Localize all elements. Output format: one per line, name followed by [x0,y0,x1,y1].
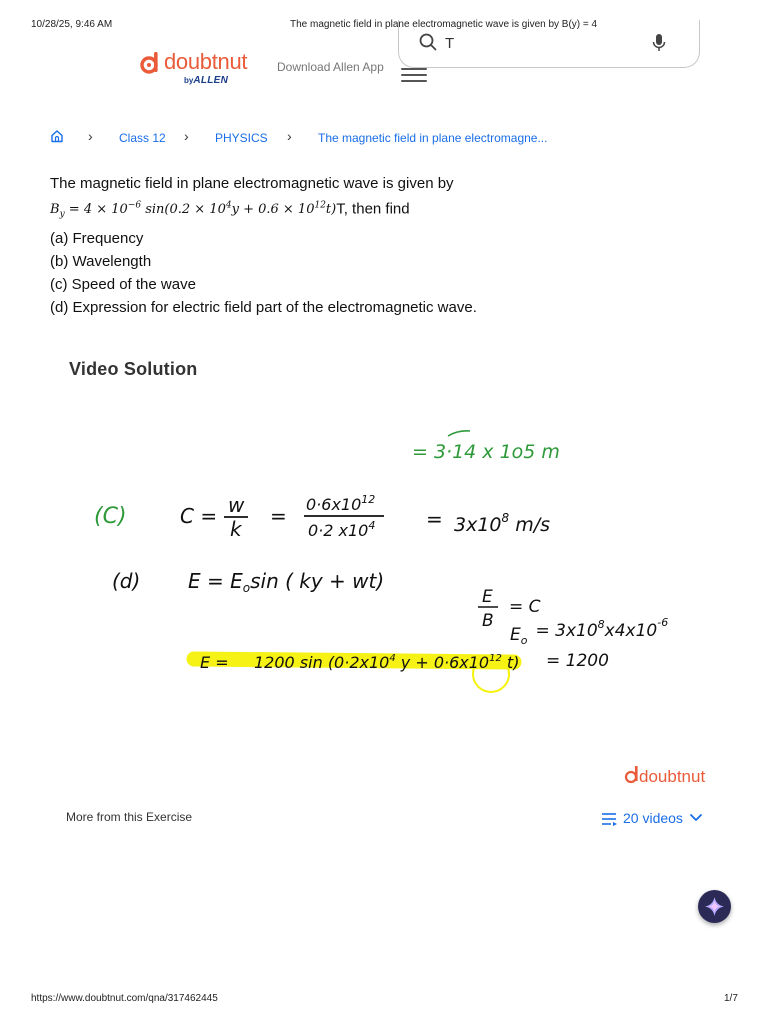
home-icon[interactable] [50,129,64,143]
overline-stroke [448,431,470,436]
doubtnut-logo[interactable] [140,50,260,90]
video-solution-heading: Video Solution [69,359,198,379]
question-option-d: (d) Expression for electric field part of the electromagnetic wave. [50,298,477,316]
watermark-text: doubtnut [639,767,706,786]
doubtnut-watermark [626,766,705,786]
e-field-general: $E = E_o\sin$ ( ky + wt) [188,569,385,595]
more-from-exercise: More from this Exercise [66,810,193,824]
logo-by [184,75,228,86]
breadcrumb-separator-icon: › [88,128,93,144]
print-url: https://www.doubtnut.com/qna/317462445 [31,993,218,1004]
eq-subscript: y [59,209,65,220]
speed-result: $3x10^8$ m/s [454,511,551,536]
denominator: 0·2 $x10^4$ [308,519,376,540]
eq-exponent: 12 [314,201,326,211]
part-d-label: (d) [112,569,141,593]
breadcrumb-item-class[interactable]: Class 12 [119,131,166,145]
print-title: The magnetic field in plane electromagnetic wave is given by B(y) = 4 [290,19,598,30]
question-option-b: (b) Wavelength [50,252,152,270]
search-input[interactable]: T [445,35,455,52]
omega-symbol: w [228,493,245,517]
eq-symbol: B [50,202,60,218]
chevron-down-icon [690,813,702,823]
breadcrumb-item-subject[interactable]: PHYSICS [215,131,268,145]
amplitude-equation: $E_o = 3x10^8x4x10^{-6}$ [510,616,669,647]
part-c-label: (C) [94,504,127,529]
c-equals: C = [180,504,218,528]
handwritten-solution [34,400,734,800]
eq-part: t) [325,202,337,218]
question-equation [50,201,337,220]
question-option-a: (a) Frequency [50,229,144,247]
breadcrumb-separator-icon: › [287,128,292,144]
numerator: $0\cdot 6x10^{12}$ [306,493,376,514]
eq-part: = 4 × 10 [64,202,128,218]
part-d-equation [112,569,384,595]
mic-icon[interactable] [652,34,666,52]
question-text [50,172,740,319]
equals-c: = C [509,597,541,617]
eq-part: y + 0.6 × 10 [231,202,315,218]
print-page-number: 1/7 [724,993,738,1004]
list-icon [602,812,618,826]
sparkle-icon [704,896,725,917]
videos-count-label: 20 videos [623,810,683,826]
equals-sign: = [270,504,287,528]
ai-assistant-button[interactable] [698,890,731,923]
menu-icon[interactable] [401,68,427,84]
search-bar[interactable] [398,20,700,68]
wavelength-text: = 3·14 x 1o5 m [412,441,560,463]
equals-sign: = [426,507,443,531]
final-e-lhs: E = [200,653,229,672]
video-player[interactable] [34,400,734,800]
print-datetime: 10/28/25, 9:46 AM [31,19,113,30]
breadcrumb-separator-icon: › [184,128,189,144]
wavelength-line [412,431,560,463]
question-tail: T, then find [336,200,410,218]
search-icon[interactable] [419,33,437,51]
fraction-bottom: B [482,611,494,631]
eq-exponent: −6 [127,201,142,211]
download-app-link[interactable]: Download Allen App [277,60,384,74]
logo-by-text: by [184,76,194,85]
doubtnut-logo-icon [140,52,162,74]
logo-brand: ALLEN [193,75,229,86]
eq-part: sin(0.2 × 10 [141,202,226,218]
amplitude-result: = 1200 [546,651,609,671]
fraction-top: E [482,587,493,607]
question-option-c: (c) Speed of the wave [50,275,196,293]
k-symbol: k [230,517,242,541]
eq-exponent: 4 [225,201,232,211]
question-equation-line [50,195,740,227]
breadcrumb-item-question[interactable]: The magnetic field in plane electromagne... [318,131,548,145]
speed-equation [180,493,550,541]
final-e-rhs: 1200 $\sin (0\cdot 2x10^4$ $y + 0\cdot 6x10^{12}$ t) [254,653,520,672]
question-line: The magnetic field in plane electromagnetic wave is given by [50,175,454,192]
logo-wordmark: doubtnut [164,49,248,74]
